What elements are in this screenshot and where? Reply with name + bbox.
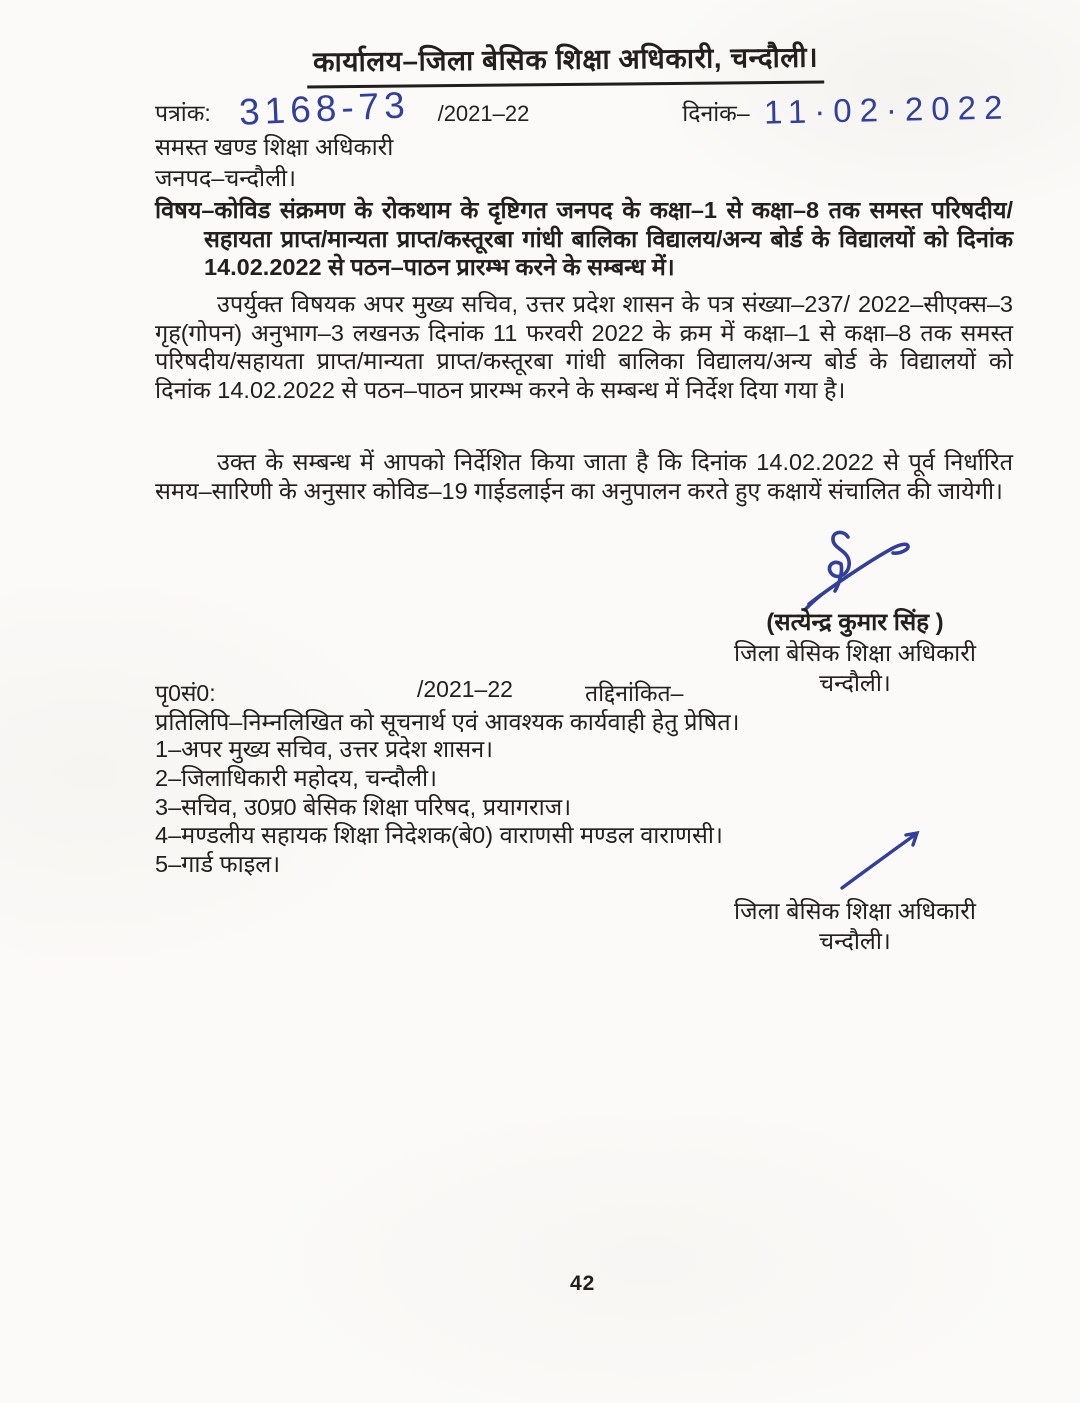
countersignature-block: [700, 896, 1010, 956]
addressee-line-1: समस्त खण्ड शिक्षा अधिकारी: [155, 134, 394, 160]
recipient-item-1: 1–अपर मुख्य सचिव, उत्तर प्रदेश शासन।: [155, 736, 494, 762]
endorsement-ref-label: पृ0सं0:: [155, 680, 216, 706]
letter-no-year: /2021–22: [437, 101, 530, 126]
countersignatory-designation: जिला बेसिक शिक्षा अधिकारी: [734, 898, 976, 924]
body-paragraph-2: उक्त के सम्बन्ध में आपको निर्देशित किया जाता है कि दिनांक 14.02.2022 से पूर्व निर्धारित समय–सारिणी के अनुसार कोविड–19 गाईडलाईन का अनुपालन करते हुए कक्षायें संचालित की जायेगी।: [155, 449, 1013, 504]
endorsement-ref-year: /2021–22: [417, 676, 513, 702]
body-paragraph-1: उपर्युक्त विषयक अपर मुख्य सचिव, उत्तर प्रदेश शासन के पत्र संख्या–237/ 2022–सीएक्स–3 गृह(गोपन) अनुभाग–3 लखनऊ दिनांक 11 फरवरी 2022 के क्रम में कक्षा–1 से कक्षा–8 तक समस्त परिषदीय/सहायता प्राप्त/मान्यता प्राप्त/कस्तूरबा गांधी बालिका विद्यालय/अन्य बोर्ड के विद्यालयों को दिनांक 14.02.2022 से पठन–पाठन प्रारम्भ करने के सम्बन्ध में निर्देश दिया गया है।: [155, 291, 1013, 403]
recipient-item-3: 3–सचिव, उ0प्र0 बेसिक शिक्षा परिषद, प्रयागराज।: [155, 793, 572, 820]
subject-line: विषय–कोविड संक्रमण के रोकथाम के दृष्टिगत जनपद के कक्षा–1 से कक्षा–8 तक समस्त परिषदीय/सहायता प्राप्त/मान्यता प्राप्त/कस्तूरबा गांधी बालिका विद्यालय/अन्य बोर्ड के विद्यालयों को दिनांक 14.02.2022 से पठन–पाठन प्रारम्भ करने के सम्बन्ध में।: [155, 197, 1013, 280]
recipient-item-5: 5–गार्ड फाइल।: [155, 851, 281, 878]
date-label: दिनांक–: [682, 100, 750, 126]
date-handwritten: 11·02·2022: [763, 88, 1011, 131]
countersignatory-place: चन्दौली।: [819, 928, 891, 954]
recipient-item-2: 2–जिलाधिकारी महोदय, चन्दौली।: [155, 764, 438, 791]
signatory-name: (सत्येन्द्र कुमार सिंह ): [766, 609, 944, 636]
office-title: कार्यालय–जिला बेसिक शिक्षा अधिकारी, चन्दौली।: [307, 38, 825, 89]
copy-forwarding-line: प्रतिलिपि–निम्नलिखित को सूचनार्थ एवं आवश्यक कार्यवाही हेतु प्रेषित।: [155, 709, 740, 735]
letter-no-handwritten: 3168-73: [237, 84, 411, 133]
signature-ink-icon: [791, 528, 919, 612]
signatory-designation: जिला बेसिक शिक्षा अधिकारी: [734, 640, 976, 666]
signature-block: [700, 528, 1010, 698]
letterhead: [0, 40, 1080, 86]
reference-line: [155, 84, 1011, 133]
initial-ink-stroke-icon: [836, 826, 930, 897]
endorsement-reference-line: [155, 676, 1010, 706]
page-number: 42: [570, 1272, 596, 1295]
recipient-item-4: 4–मण्डलीय सहायक शिक्षा निदेशक(बे0) वाराणसी मण्डल वाराणसी।: [155, 822, 723, 849]
endorsement-ref-dated: तद्दिनांकित–: [585, 680, 684, 706]
letter-no-label: पत्रांक:: [155, 100, 211, 126]
signatory-place: चन्दौली।: [819, 670, 891, 696]
addressee-line-2: जनपद–चन्दौली।: [155, 165, 297, 191]
